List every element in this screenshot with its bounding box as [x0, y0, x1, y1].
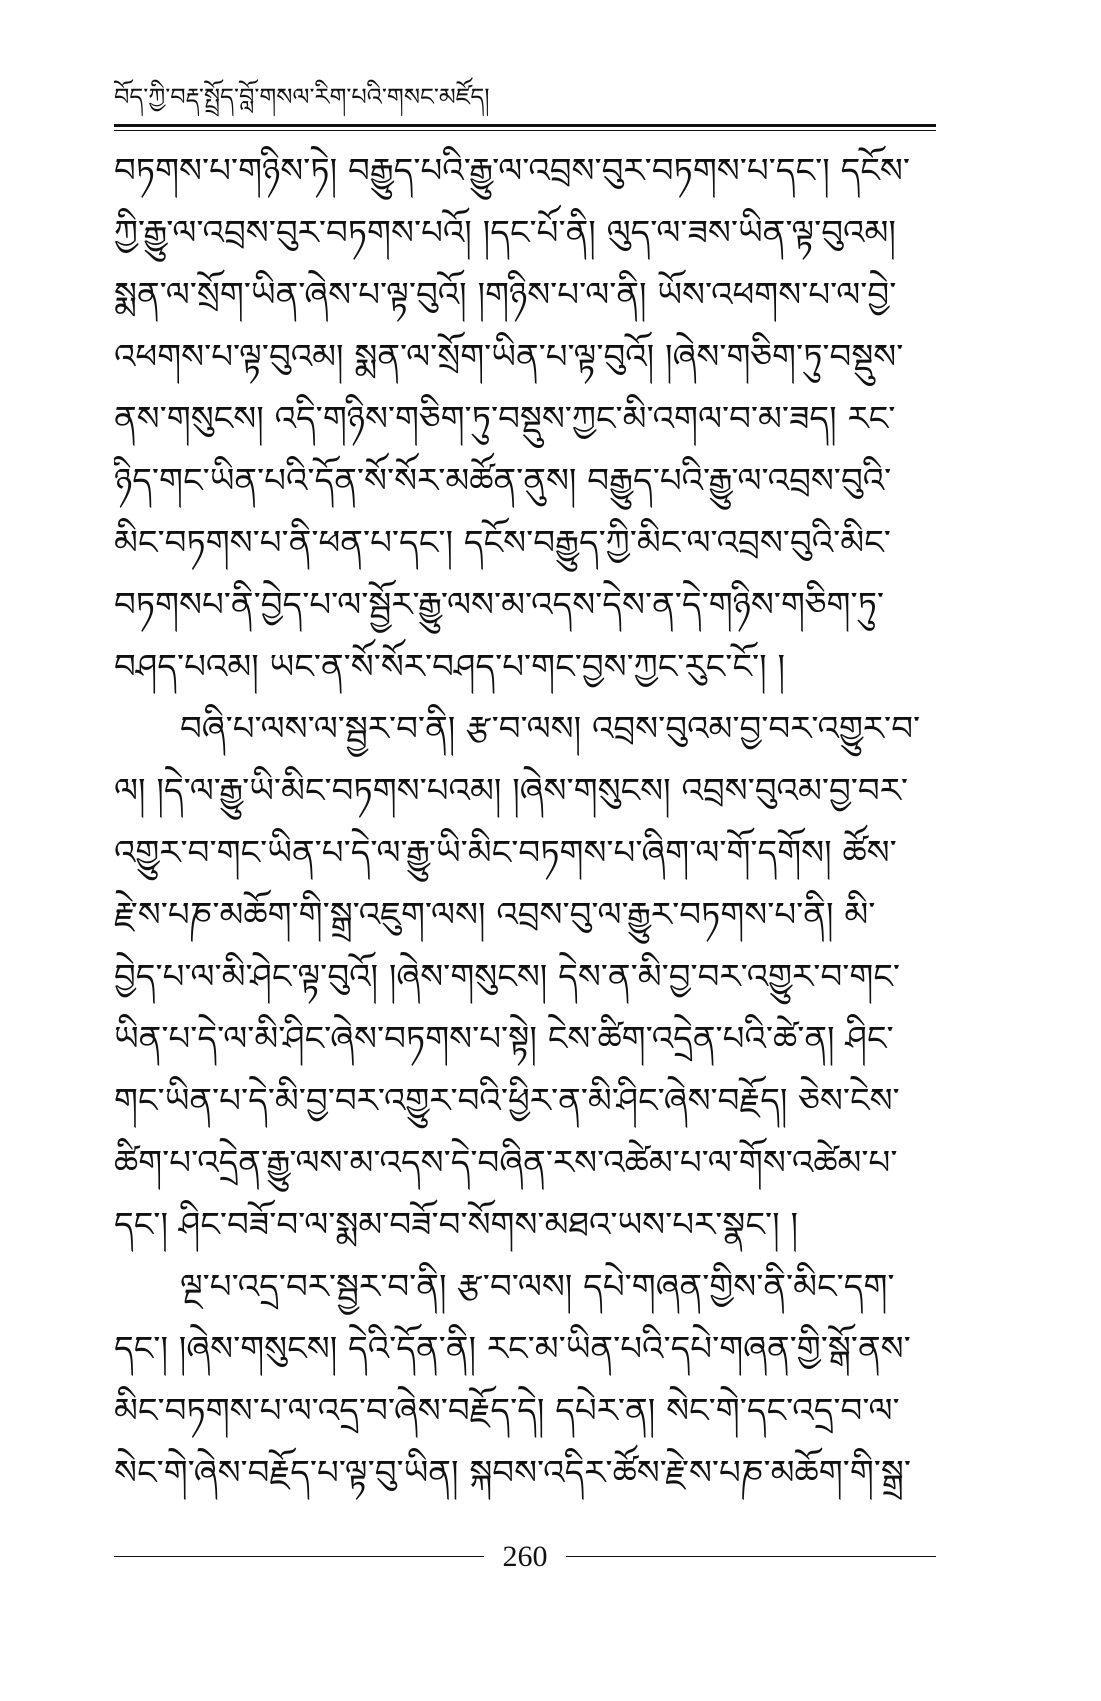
body-text [114, 140, 936, 1504]
text-line: སྨན་ལ་སྲོག་ཡིན་ཞེས་པ་ལྟ་བུའོ། །གཉིས་པ་ལ་ནི། ཡོས་འཕགས་པ་ལ་བྱེ་ [114, 275, 897, 315]
page-number: 260 [502, 1540, 548, 1573]
text-line: བཤད་པའམ། ཡང་ན་སོ་སོར་བཤད་པ་གང་བྱས་ཀྱང་རུང་ངོ་། ། [114, 647, 786, 687]
text-line: དང་། ཤིང་བཟོ་བ་ལ་སྨམ་བཟོ་བ་སོགས་མཐའ་ཡས་པར་སྣང་། ། [114, 1205, 799, 1245]
page-footer [114, 1537, 936, 1577]
text-line: མིང་བཏགས་པ་ནི་ཕན་པ་དང་། དངོས་བརྒྱུད་ཀྱི་མིང་ལ་འབྲས་བུའི་མིང་ [114, 523, 891, 563]
text-line: ཀྱི་རྒྱུ་ལ་འབྲས་བུར་བཏགས་པའོ། །དང་པོ་ནི། ལུད་ལ་ཟས་ཡིན་ལྟ་བུའམ། [114, 213, 896, 253]
paragraph-start-line: ལྔ་པ་འདྲ་བར་སྦྱར་བ་ནི། རྩ་བ་ལས། དཔེ་གཞན་གྱིས་ནི་མིང་དག་ [180, 1267, 895, 1307]
text-line: སེང་གེ་ཞེས་བརྗོད་པ་ལྟ་བུ་ཡིན། སྐབས་འདིར་ཚོས་རྗེ་ས་པཎ་མཆོག་གི་སྒྲ་ [114, 1453, 911, 1493]
text-line: བྱེད་པ་ལ་མི་ཤེང་ལྟ་བུའོ། །ཞེས་གསུངས། དེས་ན་མི་བྱ་བར་འགྱུར་བ་གང་ [114, 957, 901, 997]
text-line: མིང་བཏགས་པ་ལ་འདྲ་བ་ཞེས་བརྗོད་དེ། དཔེར་ན། སེང་གེ་དང་འདྲ་བ་ལ་ [114, 1391, 900, 1431]
text-line: ལ། །དེ་ལ་རྒྱུ་ཡི་མིང་བཏགས་པའམ། །ཞེས་གསུངས། འབྲས་བུའམ་བྱ་བར་ [114, 771, 909, 811]
paragraph-start-line: བཞི་པ་ལས་ལ་སྦྱར་བ་ནི། རྩ་བ་ལས། འབྲས་བུའམ་བྱ་བར་འགྱུར་བ་ [180, 709, 921, 749]
header-rule-thick [114, 124, 936, 127]
text-line: འགྱུར་བ་གང་ཡིན་པ་དེ་ལ་རྒྱུ་ཡི་མིང་བཏགས་པ་ཞིག་ལ་གོ་དགོས། ཚོས་ [114, 833, 897, 873]
text-line: རྗེ་ས་པཎ་མཆོག་གི་སྒྲ་འཇུག་ལས། འབྲས་བུ་ལ་རྒྱུར་བཏགས་པ་ནི། མི་ [114, 895, 876, 935]
running-header: བོད་ཀྱི་བརྡ་སྤྲོད་བློ་གསལ་རིག་པའི་གསང་མཛོད། [114, 83, 490, 111]
text-line: ཉིད་གང་ཡིན་པའི་དོན་སོ་སོར་མཚོན་ནུས། བརྒྱུད་པའི་རྒྱུ་ལ་འབྲས་བུའི་ [114, 461, 892, 501]
text-line: ཚིག་པ་འདྲེན་རྒྱུ་ལས་མ་འདས་དེ་བཞིན་རས་འཚེམ་པ་ལ་གོས་འཚེམ་པ་ [114, 1143, 898, 1183]
text-line: ནས་གསུངས། འདི་གཉིས་གཅིག་ཏུ་བསྡུས་ཀྱང་མི་འགལ་བ་མ་ཟད། རང་ [114, 399, 896, 439]
header-rule-thin [114, 130, 936, 131]
footer-rule-right [566, 1556, 936, 1557]
text-line: འཕགས་པ་ལྟ་བུའམ། སྨན་ལ་སྲོག་ཡིན་པ་ལྟ་བུའོ། །ཞེས་གཅིག་ཏུ་བསྡུས་ [114, 337, 904, 377]
text-line: གང་ཡིན་པ་དེ་མི་བྱ་བར་འགྱུར་བའི་ཕྱིར་ན་མི་ཤིང་ཞེས་བརྗོད། ཅེས་ངེས་ [114, 1081, 900, 1121]
text-line: བཏགསཔ་ནི་བྱེད་པ་ལ་སྦྱོར་རྒྱུ་ལས་མ་འདས་དེས་ན་དེ་གཉིས་གཅིག་ཏུ་ [114, 585, 885, 625]
text-line: བཏགས་པ་གཉིས་ཏེ། བརྒྱུད་པའི་རྒྱུ་ལ་འབྲས་བུར་བཏགས་པ་དང་། དངོས་ [114, 151, 910, 191]
text-line: དང་། །ཞེས་གསུངས། དེའི་དོན་ནི། རང་མ་ཡིན་པའི་དཔེ་གཞན་གྱི་སྒོ་ནས་ [114, 1329, 911, 1369]
text-line: ཡིན་པ་དེ་ལ་མི་ཤིང་ཞེས་བཏགས་པ་སྟེ། ངེས་ཚིག་འདྲེན་པའི་ཚེ་ན། ཤིང་ [114, 1019, 894, 1059]
